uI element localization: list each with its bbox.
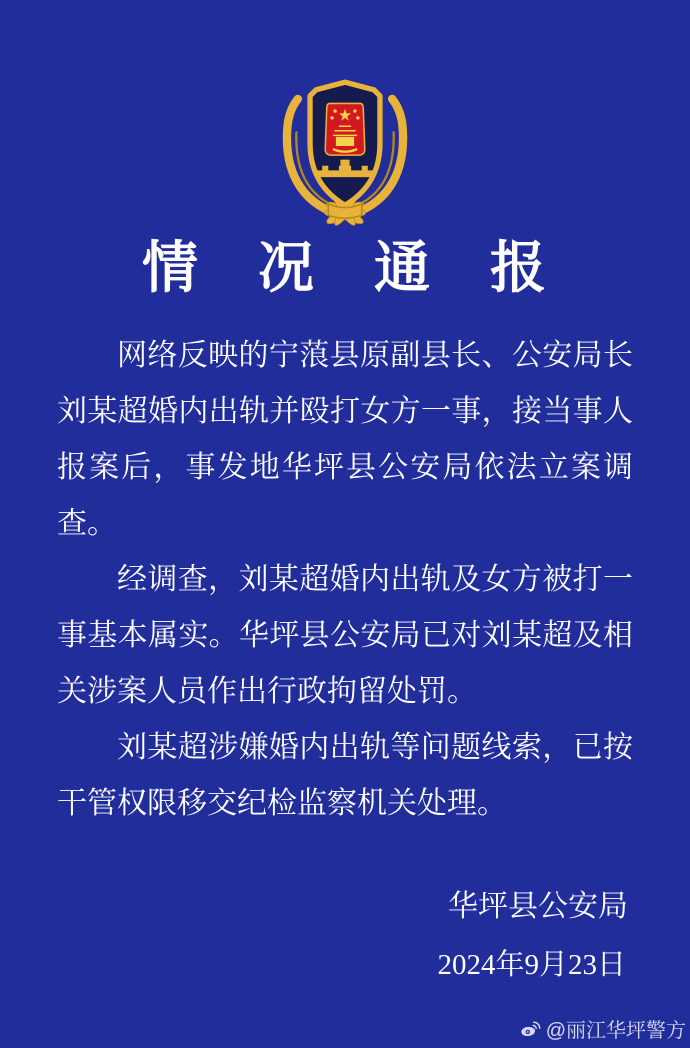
- notice-page: [0, 70, 690, 1048]
- signature-block: [0, 878, 690, 994]
- notice-paragraph-2: 经调查，刘某超婚内出轨及女方被打一事基本属实。华坪县公安局已对刘某超及相关涉案人员作出行政拘留处罚。: [57, 563, 633, 708]
- notice-paragraph-1: 网络反映的宁蒗县原副县长、公安局长刘某超婚内出轨并殴打女方一事，接当事人报案后，事发地华坪县公安局依法立案调查。: [57, 339, 633, 540]
- notice-paragraph-3: 刘某超涉嫌婚内出轨等问题线索，已按干管权限移交纪检监察机关处理。: [57, 731, 633, 820]
- issuing-authority: 华坪县公安局: [448, 890, 628, 923]
- watermark-handle: @丽江华坪警方: [545, 1020, 686, 1042]
- weibo-icon: [518, 1018, 542, 1040]
- issue-date: 2024年9月23日: [437, 949, 626, 981]
- police-badge-icon: [265, 70, 425, 222]
- notice-body: [0, 328, 690, 832]
- notice-title: 情 况 通 报: [142, 238, 548, 300]
- watermark: [518, 1014, 686, 1043]
